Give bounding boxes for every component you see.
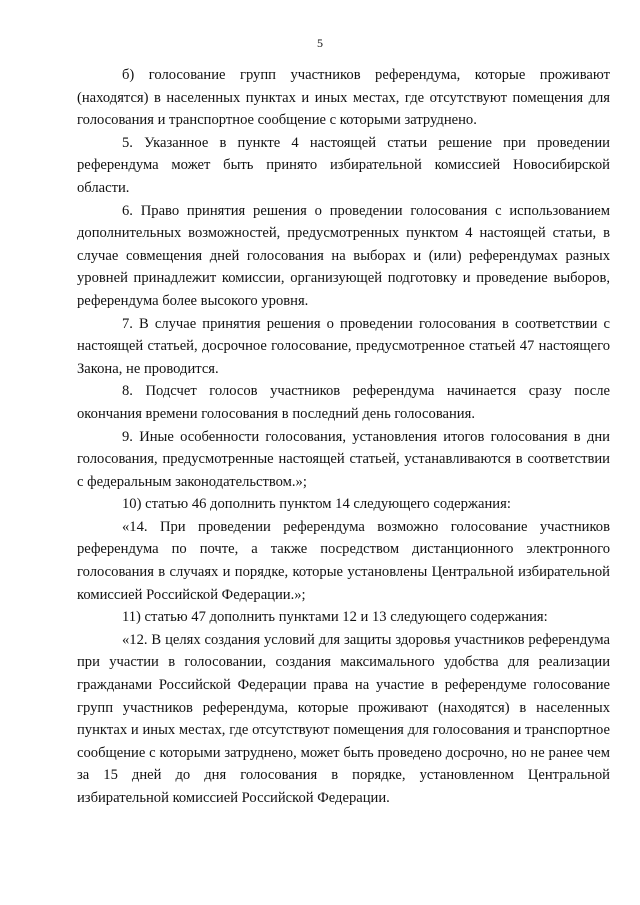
paragraph-7: 7. В случае принятия решения о проведении голосования в соответствии с настоящей статьей, досрочное голосование, предусмотренное статьей 47 настоящего Закона, не проводится.	[77, 315, 610, 377]
amendment-item-10: 10) статью 46 дополнить пунктом 14 следующего содержания:	[122, 496, 511, 513]
amendment-point-14: «14. При проведении референдума возможно голосование участников референдума по почте, а также посредством дистанционного электронного голосования в случаях и порядке, которые установлены Центральной избирательной комиссией Российской Федерации.»;	[77, 518, 610, 603]
paragraph-9: 9. Иные особенности голосования, установления итогов голосования в дни голосования, предусмотренные настоящей статьей, устанавливаются в соответствии с федеральным законодательством.»;	[77, 428, 610, 490]
page-number: 5	[317, 36, 323, 50]
amendment-item-11: 11) статью 47 дополнить пунктами 12 и 13 следующего содержания:	[122, 609, 548, 626]
paragraph-5: 5. Указанное в пункте 4 настоящей статьи решение при проведении референдума может быть принято избирательной комиссией Новосибирской области.	[77, 134, 610, 196]
amendment-point-12: «12. В целях создания условий для защиты здоровья участников референдума при участии в голосовании, создания максимального удобства для реализации гражданами Российской Федерации права на участие в референдуме голосование групп участников референдума, которые проживают (находятся) в населенных пунктах и иных местах, где отсутствуют помещения для голосования и транспортное сообщение с которыми затруднено, может быть проведено досрочно, но не ранее чем за 15 дней до дня голосования в порядке, установленном Центральной избирательной комиссией Российской Федерации.	[77, 631, 610, 806]
paragraph-b-voting-groups: б) голосование групп участников референдума, которые проживают (находятся) в населенных пунктах и иных местах, где отсутствуют помещения для голосования и транспортное сообщение с которыми затруднено.	[77, 67, 610, 129]
paragraph-8: 8. Подсчет голосов участников референдума начинается сразу после окончания времени голосования в последний день голосования.	[77, 383, 610, 422]
paragraph-6: 6. Право принятия решения о проведении голосования с использованием дополнительных возможностей, предусмотренных пунктом 4 настоящей статьи, в случае совмещения дней голосования на выборах и (или) референдумах разных уровней принадлежит комиссии, организующей подготовку и проведение выборов, референдума более высокого уровня.	[77, 202, 610, 309]
document-body	[77, 64, 610, 810]
